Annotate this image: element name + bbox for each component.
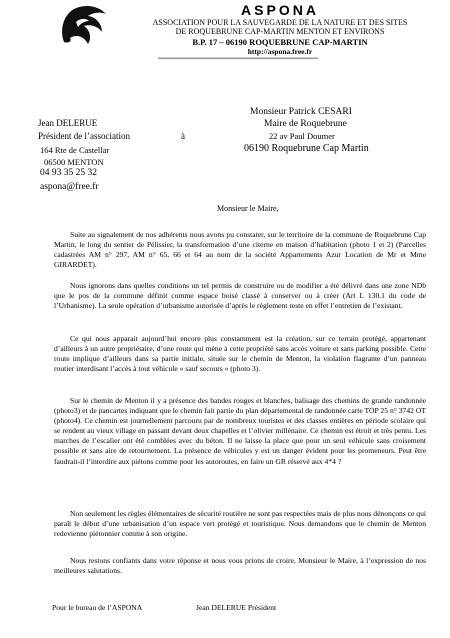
recipient-city: 06190 Roquebrune Cap Martin — [244, 143, 369, 154]
signature-right: Jean DELERUE Président — [196, 603, 277, 612]
sender-city: 06500 MENTON — [44, 157, 104, 167]
signature-left: Pour le bureau de l’ASPONA — [52, 603, 143, 612]
recipient-name: Monsieur Patrick CESARI — [250, 107, 352, 117]
org-name: ASPONA — [241, 2, 319, 18]
recipient-role: Maire de Roquebrune — [264, 119, 347, 129]
salutation: Monsieur le Maire, — [217, 204, 279, 213]
sender-title: Président de l’association — [38, 131, 130, 141]
paragraph-4: Sur le chemin de Menton il y a présence des bandes rouges et blanches, balisage des chemins de grande randonnée (photo3) et de pancartes indiquant que le chemin fait partie du plan départemental de randonnée carte TOP 25 n° 3742 OT (photo4). Ce chemin est journellement parcouru par de nombreux touristes et des classes entières en période scolaire qui se rendent au vieux village en passant devant deux chapelles et l’olivier millénaire. Ce chemin est étroit et très pentu. Les marches de l’escalier ont été comblées avec du béton. Il ne laisse la place que pour un seul véhicule sans croisement possible et sans aire de retournement. La présence de véhicules y est un danger évident pour les promeneurs. Peut être faudrait-il l’interdire aux piétons comme pour les autoroutes, en faire un GR réservé aux 4*4 ? — [54, 396, 426, 466]
org-website: http://aspona.free.fr — [247, 47, 313, 56]
sender-to-word: à — [181, 131, 185, 141]
org-full-name-line2: DE ROQUEBRUNE CAP-MARTIN MENTON ET ENVIRONS — [175, 27, 385, 36]
sender-phone: 04 93 35 25 32 — [40, 168, 97, 178]
org-full-name-line1: ASSOCIATION POUR LA SAUVEGARDE DE LA NATURE ET DES SITES — [152, 18, 408, 27]
paragraph-3: Ce qui nous apparait aujourd’hui encore plus constamment est la création, sur ce terrain protégé, appartenant d’ailleurs à un autre propriétaire, d’une route qui mène à cette propriété sans accès voiture et sans parking possible. Cette route implique d’ailleurs dans sa partie initiale, située sur le chemin de Menton, la violation flagrante d’un panneau routier interdisant l’accès à tout véhicule « sauf secours » (photo 3). — [54, 334, 426, 374]
header-underline-decoration — [158, 57, 318, 60]
paragraph-5: Non seulement les règles élémentaires de sécurité routière ne sont pas respectées mais de plus nous dénonçons ce qui paraît le début d’une urbanisation d’un espace vert protégé et touristique. Nous demandons que le chemin de Menton redevienne piétonnier comme à son origine. — [54, 509, 426, 539]
paragraph-1: Suite au signalement de nos adhérents nous avons pu constater, sur le territoire de la commune de Roquebrune Cap Martin, le long du sentier de Pélissier, la transformation d’une citerne en maison d’habitation (photo 1 et 2) (Parcelles cadastrées AM n° 297, AM n° 65, 66 et 64 au nom de la société Appartements Azur Location de Mr et Mme GIRARDET). — [54, 230, 426, 270]
aspona-logo — [58, 2, 110, 50]
org-postal-address: B.P. 17 – 06190 ROQUEBRUNE CAP-MARTIN — [192, 37, 368, 47]
sender-street: 164 Rte de Castellar — [40, 145, 110, 155]
paragraph-2: Nous ignorons dans quelles conditions un tel permis de construire ou de modifier a été délivré dans une zone NDb que le pos de la commune définit comme espace boisé classé à conserver ou à créer (Art L 130.1 du code de l’Urbanisme). La seule opération d’urbanisme autorisée d’après le règlement reste en effet l’entretien de l’existant. — [54, 281, 426, 311]
sender-name: Jean DELERUE — [38, 118, 98, 128]
paragraph-6: Nous restons confiants dans votre réponse et nous vous prions de croire, Monsieur le Maire, à l’expression de nos meilleures salutations. — [54, 556, 426, 576]
sender-email: aspona@free.fr — [40, 182, 99, 192]
recipient-street: 22 av Paul Doumer — [269, 131, 335, 141]
